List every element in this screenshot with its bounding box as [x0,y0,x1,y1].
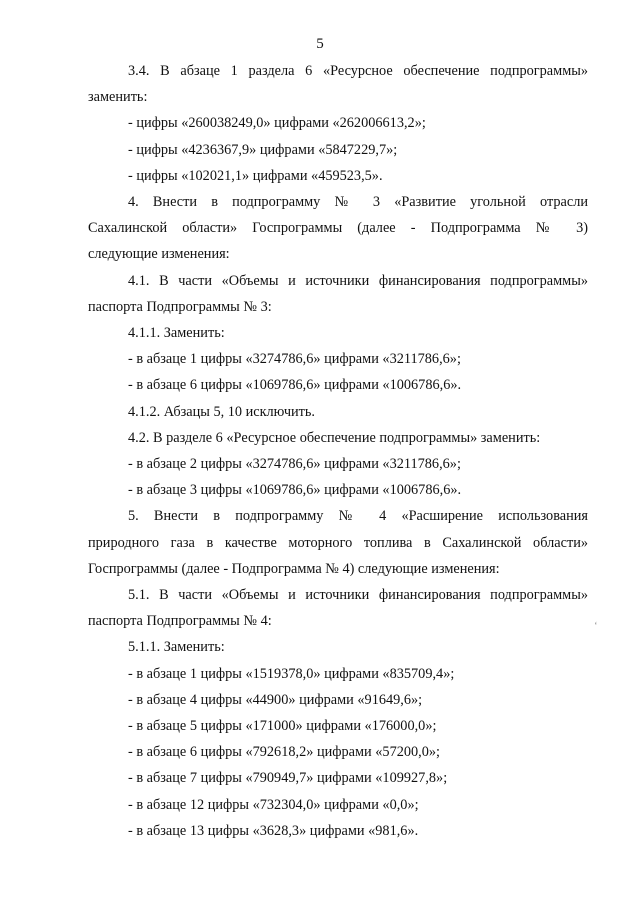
paragraph-5-1-1: 5.1.1. Заменить: [128,639,225,656]
list-item: - в абзаце 6 цифры «792618,2» цифрами «57200,0»; [128,744,441,761]
paragraph-5-1-cont: паспорта Подпрограммы № 4: [88,613,272,630]
paragraph-4-1-2: 4.1.2. Абзацы 5, 10 исключить. [128,403,316,420]
page-number: 5 [316,36,324,52]
list-item: - в абзаце 5 цифры «171000» цифрами «176000,0»; [128,718,437,735]
list-item: - в абзаце 2 цифры «3274786,6» цифрами «3211786,6»; [128,456,461,473]
paragraph-4-line2: Сахалинской области» Госпрограммы (далее - Подпрограмма № 3) [88,220,588,237]
scan-mark: ‘ [594,620,598,632]
paragraph-4-1-cont: паспорта Подпрограммы № 3: [88,298,272,315]
list-item: - цифры «260038249,0» цифрами «262006613,2»; [128,115,426,132]
paragraph-4-1: 4.1. В части «Объемы и источники финансирования подпрограммы» [128,272,588,289]
list-item: - цифры «4236367,9» цифрами «5847229,7»; [128,141,398,158]
paragraph-5-1: 5.1. В части «Объемы и источники финансирования подпрограммы» [128,587,588,604]
list-item: - в абзаце 1 цифры «1519378,0» цифрами «835709,4»; [128,665,455,682]
list-item: - в абзаце 12 цифры «732304,0» цифрами «0,0»; [128,796,419,813]
document-body [88,58,588,844]
list-item: - цифры «102021,1» цифрами «459523,5». [128,167,383,184]
list-item: - в абзаце 13 цифры «3628,3» цифрами «981,6». [128,822,419,839]
paragraph-4-1-1: 4.1.1. Заменить: [128,325,225,342]
list-item: - в абзаце 4 цифры «44900» цифрами «91649,6»; [128,691,423,708]
paragraph-5-line3: Госпрограммы (далее - Подпрограмма № 4) следующие изменения: [88,560,500,577]
list-item: - в абзаце 7 цифры «790949,7» цифрами «109927,8»; [128,770,448,787]
list-item: - в абзаце 6 цифры «1069786,6» цифрами «1006786,6». [128,377,462,394]
paragraph-5-line2: природного газа в качестве моторного топлива в Сахалинской области» [88,534,588,551]
paragraph-3-4-cont: заменить: [88,89,148,106]
list-item: - в абзаце 3 цифры «1069786,6» цифрами «1006786,6». [128,482,462,499]
paragraph-5: 5. Внести в подпрограмму № 4 «Расширение использования [128,508,588,525]
list-item: - в абзаце 1 цифры «3274786,6» цифрами «3211786,6»; [128,351,461,368]
paragraph-4-2: 4.2. В разделе 6 «Ресурсное обеспечение подпрограммы» заменить: [128,429,541,446]
paragraph-3-4: 3.4. В абзаце 1 раздела 6 «Ресурсное обеспечение подпрограммы» [128,63,588,79]
paragraph-4-line3: следующие изменения: [88,246,230,263]
paragraph-4: 4. Внести в подпрограмму № 3 «Развитие угольной отрасли [128,194,588,211]
